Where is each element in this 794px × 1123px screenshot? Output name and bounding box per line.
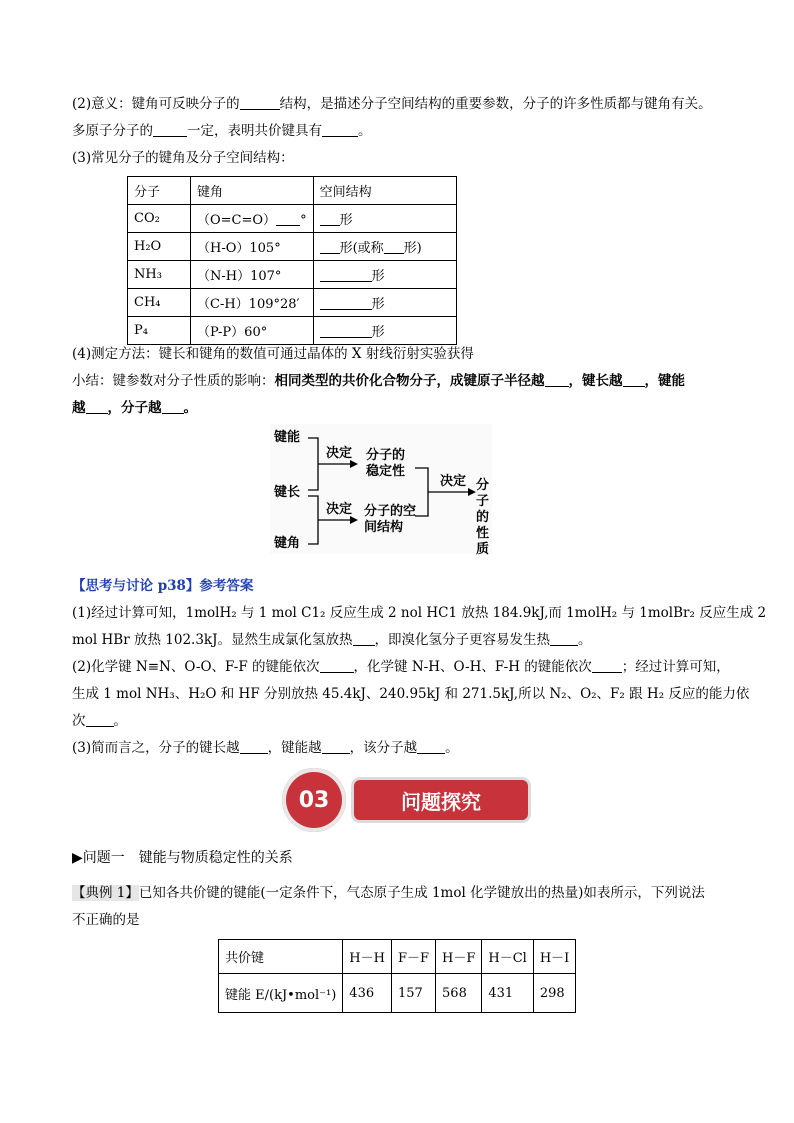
para-text: 多原子分子的 bbox=[72, 123, 153, 139]
discussion-text: ，键能越 bbox=[267, 740, 322, 756]
shape-text: 形 bbox=[339, 213, 353, 228]
question-heading: ▶问题一 键能与物质稳定性的关系 bbox=[72, 850, 293, 866]
section-banner-title: 问题探究 bbox=[354, 780, 528, 820]
shape-cell bbox=[313, 233, 456, 261]
discussion-title bbox=[72, 576, 253, 596]
discussion-title-text: 【思考与讨论 p38】参考答案 bbox=[72, 578, 254, 594]
discussion-text: 。 bbox=[445, 740, 459, 756]
diagram-label-decide: 决定 bbox=[326, 502, 353, 517]
para-method: (4)测定方法：键长和键角的数值可通过晶体的 X 射线衍射实验获得 bbox=[72, 346, 474, 362]
angle-cell bbox=[191, 205, 314, 233]
discussion-q1-line2 bbox=[72, 630, 592, 650]
discussion-q2-line3 bbox=[72, 711, 127, 731]
table-row bbox=[128, 289, 457, 317]
summary-line-1 bbox=[72, 371, 685, 391]
table-cell: 568 bbox=[436, 974, 482, 1013]
discussion-text: ，该分子越 bbox=[349, 740, 418, 756]
example-line-2: 不正确的是 bbox=[72, 912, 140, 928]
table-cell: 共价键 bbox=[219, 940, 343, 974]
answer-blank[interactable] bbox=[86, 399, 108, 414]
answer-blank[interactable] bbox=[320, 323, 372, 338]
table-cell: 436 bbox=[343, 974, 392, 1013]
table-cell: H－I bbox=[533, 940, 575, 974]
answer-blank[interactable] bbox=[153, 122, 187, 137]
diagram-text: 稳定性 bbox=[366, 464, 406, 479]
discussion-q3 bbox=[72, 738, 459, 758]
answer-blank[interactable] bbox=[320, 267, 372, 282]
shape-text: 形 bbox=[371, 297, 385, 312]
diagram-text: 分子的空 bbox=[364, 504, 417, 519]
answer-blank[interactable] bbox=[320, 211, 340, 226]
shape-text: 形) bbox=[403, 241, 422, 256]
table-cell: H－F bbox=[436, 940, 482, 974]
table-header: 空间结构 bbox=[313, 177, 456, 205]
angle-text: （O=C=O） bbox=[197, 213, 277, 228]
answer-blank[interactable] bbox=[240, 95, 280, 110]
para-text: 一定，表明共价键具有 bbox=[187, 123, 322, 139]
table-cell: 键能 E/(kJ•mol⁻¹) bbox=[219, 974, 343, 1013]
angle-unit: ° bbox=[300, 213, 307, 228]
table-cell: H－H bbox=[343, 940, 392, 974]
summary-text: 相同类型的共价化合物分子，成键原子半径越 bbox=[274, 373, 545, 389]
molecule-cell: NH₃ bbox=[128, 261, 191, 289]
answer-blank[interactable] bbox=[86, 712, 114, 727]
table-row bbox=[128, 261, 457, 289]
discussion-text: mol HBr 放热 102.3kJ。显然生成氯化氢放热 bbox=[72, 632, 353, 648]
answer-blank[interactable] bbox=[276, 211, 300, 226]
shape-cell bbox=[313, 289, 456, 317]
table-cell: 431 bbox=[482, 974, 533, 1013]
table-cell: 298 bbox=[533, 974, 575, 1013]
table-row bbox=[128, 233, 457, 261]
diagram-text: 分子的 bbox=[366, 448, 406, 463]
table-row bbox=[128, 317, 457, 345]
answer-blank[interactable] bbox=[550, 631, 578, 646]
table-row bbox=[128, 205, 457, 233]
shape-cell bbox=[313, 261, 456, 289]
summary-text: 。 bbox=[183, 400, 197, 416]
para-significance bbox=[72, 94, 712, 114]
diagram-text: 间结构 bbox=[364, 520, 404, 535]
discussion-text: ；经过计算可知， bbox=[621, 659, 730, 675]
molecule-cell: H₂O bbox=[128, 233, 191, 261]
summary-text: ，键能 bbox=[644, 373, 685, 389]
diagram-node-stability bbox=[366, 448, 405, 480]
example-line-1 bbox=[72, 883, 705, 903]
shape-text: 形(或称 bbox=[339, 241, 384, 256]
diagram-node-bond-length: 键长 bbox=[274, 485, 301, 500]
molecule-cell: P₄ bbox=[128, 317, 191, 345]
summary-line-2 bbox=[72, 398, 197, 418]
answer-blank[interactable] bbox=[592, 658, 622, 673]
angle-cell: （H-O）105° bbox=[191, 233, 314, 261]
answer-blank[interactable] bbox=[545, 372, 569, 387]
bond-angle-table bbox=[127, 176, 457, 345]
para-text: 结构，是描述分子空间结构的重要参数，分子的许多性质都与键角有关。 bbox=[279, 96, 712, 112]
diagram-node-structure bbox=[364, 504, 416, 536]
para-multiatom bbox=[72, 121, 372, 141]
molecule-cell: CO₂ bbox=[128, 205, 191, 233]
angle-cell: （N-H）107° bbox=[191, 261, 314, 289]
shape-text: 形 bbox=[371, 325, 385, 340]
table-cell: 157 bbox=[391, 974, 435, 1013]
answer-blank[interactable] bbox=[623, 372, 645, 387]
summary-text: ，分子越 bbox=[107, 400, 162, 416]
answer-blank[interactable] bbox=[353, 631, 375, 646]
diagram-label-decide: 决定 bbox=[440, 474, 467, 489]
discussion-text: 。 bbox=[578, 632, 592, 648]
discussion-text: (2)化学键 N≡N、O-O、F-F 的键能依次 bbox=[72, 659, 320, 675]
molecule-cell: CH₄ bbox=[128, 289, 191, 317]
table-row bbox=[219, 974, 576, 1013]
table-header: 键角 bbox=[191, 177, 314, 205]
bond-parameter-diagram bbox=[270, 424, 492, 557]
answer-blank[interactable] bbox=[320, 295, 372, 310]
discussion-text: 次 bbox=[72, 713, 86, 729]
diagram-label-decide: 决定 bbox=[326, 446, 353, 461]
example-text: 已知各共价键的键能(一定条件下，气态原子生成 1mol 化学键放出的热量)如表所示，下列说法 bbox=[138, 885, 705, 901]
discussion-text: ，即溴化氢分子更容易发生热 bbox=[374, 632, 551, 648]
diagram-node-bond-angle: 键角 bbox=[274, 536, 301, 551]
summary-text: ，键长越 bbox=[568, 373, 623, 389]
answer-blank[interactable] bbox=[162, 399, 184, 414]
example-tag: 【典例 1】 bbox=[72, 885, 139, 901]
discussion-q2-line1 bbox=[72, 657, 730, 677]
diagram-text: 性质 bbox=[476, 526, 490, 557]
shape-cell bbox=[313, 317, 456, 345]
answer-blank[interactable] bbox=[320, 658, 354, 673]
table-row bbox=[219, 940, 576, 974]
shape-cell bbox=[313, 205, 456, 233]
para-text: 。 bbox=[358, 123, 372, 139]
discussion-q1-line1: (1)经过计算可知，1molH₂ 与 1 mol C1₂ 反应生成 2 nol HC1 放热 184.9kJ,而 1molH₂ 与 1molBr₂ 反应生成 2 bbox=[72, 605, 767, 621]
diagram-node-bond-energy: 键能 bbox=[274, 430, 301, 445]
answer-blank[interactable] bbox=[322, 739, 350, 754]
answer-blank[interactable] bbox=[417, 739, 445, 754]
answer-blank[interactable] bbox=[320, 239, 340, 254]
answer-blank[interactable] bbox=[240, 739, 268, 754]
discussion-q2-line2: 生成 1 mol NH₃、H₂O 和 HF 分别放热 45.4kJ、240.95kJ 和 271.5kJ,所以 N₂、O₂、F₂ 跟 H₂ 反应的能力依 bbox=[72, 686, 750, 702]
answer-blank[interactable] bbox=[322, 122, 358, 137]
diagram-node-properties bbox=[476, 478, 492, 558]
shape-text: 形 bbox=[371, 269, 385, 284]
para-common-molecules: (3)常见分子的键角及分子空间结构： bbox=[72, 150, 294, 166]
discussion-text: 。 bbox=[113, 713, 127, 729]
table-cell: F－F bbox=[391, 940, 435, 974]
angle-cell: （P-P）60° bbox=[191, 317, 314, 345]
angle-cell: （C-H）109°28′ bbox=[191, 289, 314, 317]
bond-energy-table bbox=[218, 939, 576, 1013]
table-header-row bbox=[128, 177, 457, 205]
table-header: 分子 bbox=[128, 177, 191, 205]
discussion-text: ，化学键 N-H、O-H、F-H 的键能依次 bbox=[353, 659, 592, 675]
discussion-text: (3)简而言之，分子的键长越 bbox=[72, 740, 240, 756]
answer-blank[interactable] bbox=[384, 239, 404, 254]
summary-lead: 小结：键参数对分子性质的影响： bbox=[72, 373, 275, 389]
table-cell: H－Cl bbox=[482, 940, 533, 974]
para-text: (2)意义：键角可反映分子的 bbox=[72, 96, 240, 112]
section-banner-number: 03 bbox=[282, 768, 346, 832]
summary-text: 越 bbox=[72, 400, 86, 416]
diagram-text: 分子的 bbox=[476, 478, 490, 525]
